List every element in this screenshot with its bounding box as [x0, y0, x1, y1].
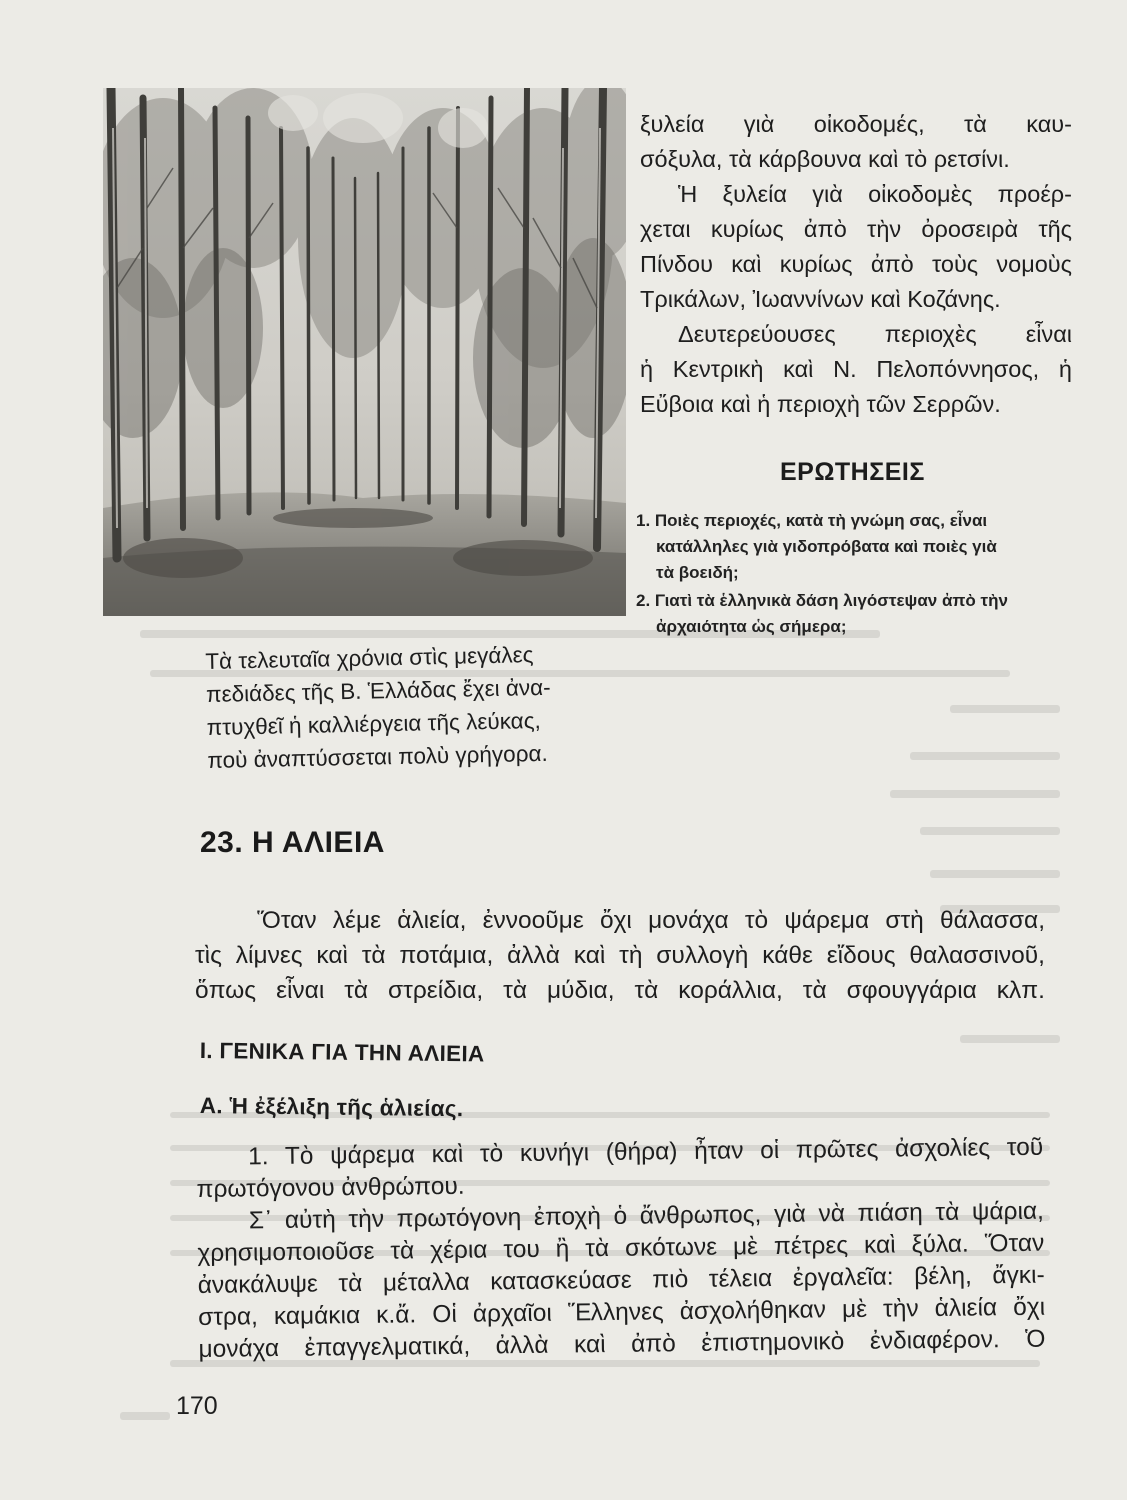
text-line: Εὔβοια καὶ ἡ περιοχὴ τῶν Σερρῶν. [640, 391, 1001, 417]
text-line: Ὅταν λέμε ἁλιεία, ἐννοοῦμε ὄχι μονάχα τὸ ψάρεμα στὴ θάλασσα, [257, 907, 1045, 934]
text-line: Δευτερεύουσες περιοχὲς εἶναι [678, 321, 1072, 347]
text-line: ὅπως εἶναι τὰ στρείδια, τὰ μύδια, τὰ κοράλλια, τὰ σφουγγάρια κλπ. [195, 977, 1045, 1004]
caption-line: πτυχθεῖ ἡ καλλιέργεια τῆς λεύκας, [206, 707, 542, 740]
page-number: 170 [176, 1392, 218, 1420]
photo-caption [205, 638, 552, 777]
caption-line: Τὰ τελευταῖα χρόνια στὶς μεγάλες [205, 642, 534, 674]
forest-image [103, 88, 626, 616]
questions-list [636, 508, 1072, 642]
caption-line: ποὺ ἀναπτύσσεται πολὺ γρήγορα. [207, 740, 548, 773]
question-item [636, 508, 1072, 586]
question-line: 2. Γιατὶ τὰ ἑλληνικὰ δάση λιγόστεψαν ἀπὸ τὴν [636, 591, 1008, 610]
text-line: χρησιμοποιοῦσε τὰ χέρια του ἢ τὰ σκότωνε μὲ πέτρες καὶ ξύλα. Ὅταν [197, 1229, 1045, 1267]
question-line: ἀρχαιότητα ὡς σήμερα; [656, 617, 847, 636]
question-line: τὰ βοειδή; [656, 563, 739, 582]
text-line: ἀνακάλυψε τὰ μέταλλα κατασκεύασε πιὸ τέλεια ἐργαλεῖα: βέλη, ἄγκι- [197, 1261, 1045, 1299]
text-line: στρα, καμάκια κ.ἄ. Οἱ ἀρχαῖοι Ἕλληνες ἀσχολήθηκαν μὲ τὴν ἁλιεία ὄχι [197, 1293, 1046, 1331]
question-line: κατάλληλες γιὰ γιδοπρόβατα καὶ ποιὲς γιὰ [656, 537, 997, 556]
text-line: 1. Τὸ ψάρεμα καὶ τὸ κυνήγι (θήρα) ἦταν οἱ πρῶτες ἀσχολίες τοῦ [248, 1133, 1044, 1171]
body-text [196, 1132, 1046, 1366]
text-line: ἡ Κεντρικὴ καὶ Ν. Πελοπόννησος, ἡ [640, 356, 1072, 382]
text-line: σόξυλα, τὰ κάρβουνα καὶ τὸ ρετσίνι. [640, 146, 1010, 172]
question-item [636, 588, 1072, 640]
text-line: ξυλεία γιὰ οἰκοδομές, τὰ καυ- [640, 111, 1072, 137]
questions-heading: ΕΡΩΤΗΣΕΙΣ [780, 458, 925, 486]
subsection-heading: Ι. ΓΕΝΙΚΑ ΓΙΑ ΤΗΝ ΑΛΙΕΙΑ [199, 1038, 485, 1067]
text-line: Τρικάλων, Ἰωαννίνων καὶ Κοζάνης. [640, 286, 1001, 312]
text-line: Ἡ ξυλεία γιὰ οἰκοδομὲς προέρ- [678, 181, 1072, 207]
text-line: τὶς λίμνες καὶ τὰ ποτάμια, ἀλλὰ καὶ τὴ συλλογὴ κάθε εἴδους θαλασσινοῦ, [195, 942, 1045, 969]
text-line: Σ᾽ αὐτὴ τὴν πρωτόγονη ἐποχὴ ὁ ἄνθρωπος, γιὰ νὰ πιάση τὰ ψάρια, [248, 1197, 1045, 1235]
text-line: Πίνδου καὶ κυρίως ἀπὸ τοὺς νομοὺς [640, 251, 1072, 277]
text-line: πρωτόγονου ἀνθρώπου. [196, 1172, 465, 1203]
right-column-text [640, 107, 1072, 422]
section-intro [195, 903, 1045, 1008]
poplar-plantation-photo [103, 88, 626, 616]
text-line: μονάχα ἐπαγγελματικά, ἀλλὰ καὶ ἀπὸ ἐπιστημονικὸ ἐνδιαφέρον. Ὁ [198, 1325, 1046, 1363]
subsubsection-heading: Α. Ἡ ἐξέλιξη τῆς ἁλιείας. [199, 1093, 464, 1122]
section-title: 23. Η ΑΛΙΕΙΑ [200, 826, 385, 859]
text-line: χεται κυρίως ἀπὸ τὴν ὀροσειρὰ τῆς [640, 216, 1072, 242]
question-line: 1. Ποιὲς περιοχές, κατὰ τὴ γνώμη σας, εἶναι [636, 511, 988, 530]
caption-line: πεδιάδες τῆς Β. Ἑλλάδας ἔχει ἀνα- [205, 674, 551, 707]
